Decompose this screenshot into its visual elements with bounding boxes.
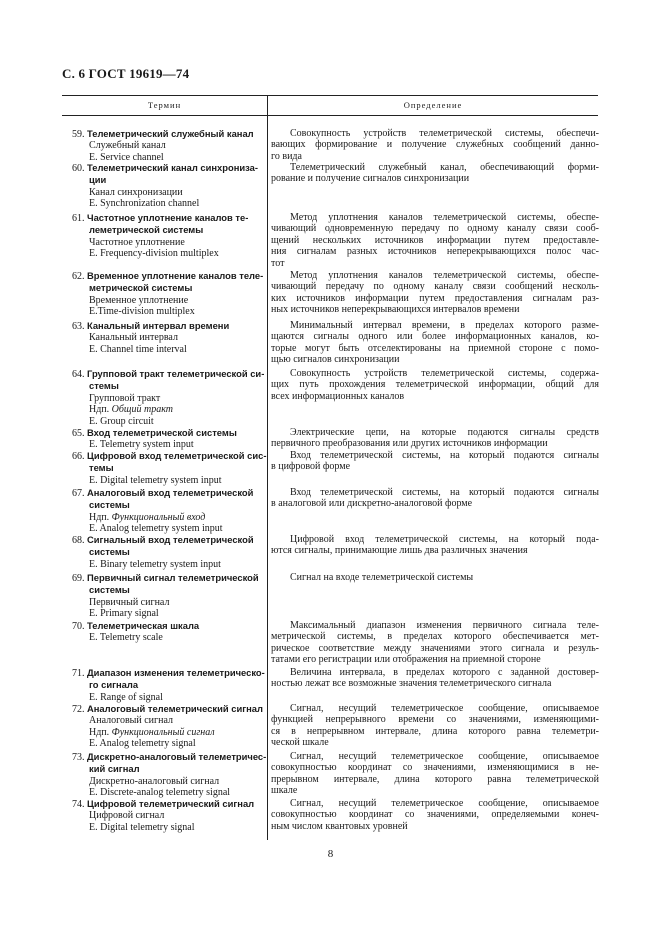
definition-text: Сигнал, несущий телеметрическое сообщение, описываемое функцией непрерывного времени со значениями, изменяющими- ся в непрерывном интервале, длина которого равна телеметри- ческой шкале bbox=[271, 703, 599, 749]
term-title: Групповой тракт телеметрической си- bbox=[87, 368, 265, 379]
definition-text: Электрические цепи, на которые подаются сигналы средств первичного преобразования или других источников информации bbox=[271, 427, 599, 450]
term-synonym: Цифровой сигнал bbox=[89, 810, 165, 822]
term-number: 61. bbox=[72, 213, 85, 224]
term-title: системы bbox=[89, 546, 130, 558]
term-title: Канальный интервал времени bbox=[87, 320, 230, 331]
definition-text: Метод уплотнения каналов телеметрической системы, обеспе- чивающий передачу по одному каналу связи сообщений несколь- ких источников информации путем предоставления сигналам раз- ных источников неперекрывающихся интервалов времени bbox=[271, 270, 599, 316]
term-entry bbox=[62, 427, 264, 451]
term-english: E. Digital telemetry signal bbox=[89, 821, 195, 833]
term-english: E. Analog telemetry signal bbox=[89, 738, 196, 750]
term-entry bbox=[62, 162, 264, 210]
term-synonym: Служебный канал bbox=[89, 140, 166, 152]
term-title: Диапазон изменения телеметрическо- bbox=[87, 667, 265, 678]
term-title: Частотное уплотнение каналов те- bbox=[87, 212, 249, 223]
term-deprecated: Ндп. Функциональный сигнал bbox=[89, 726, 215, 738]
term-entry bbox=[62, 667, 264, 703]
term-synonym: Групповой тракт bbox=[89, 392, 161, 404]
term-entry bbox=[62, 212, 264, 260]
term-english: E.Time-division multiplex bbox=[89, 306, 195, 318]
term-title: Телеметрическая шкала bbox=[87, 620, 200, 631]
term-title: ции bbox=[89, 174, 107, 186]
term-title: Цифровой телеметрический сигнал bbox=[87, 798, 255, 809]
term-synonym: Канал синхронизации bbox=[89, 186, 183, 198]
term-entry bbox=[62, 620, 264, 644]
column-divider bbox=[267, 95, 268, 840]
term-title: Дискретно-аналоговый телеметричес- bbox=[87, 751, 267, 762]
term-synonym: Первичный сигнал bbox=[89, 596, 170, 608]
term-title: темы bbox=[89, 462, 114, 474]
term-title: Аналоговый телеметрический сигнал bbox=[87, 703, 263, 714]
term-title: Аналоговый вход телеметрической bbox=[87, 487, 254, 498]
term-title: Вход телеметрической системы bbox=[87, 427, 237, 438]
term-entry bbox=[62, 534, 264, 570]
term-synonym: Канальный интервал bbox=[89, 332, 178, 344]
term-deprecated: Ндп. Функциональный вход bbox=[89, 511, 206, 523]
term-number: 74. bbox=[72, 799, 85, 810]
term-entry bbox=[62, 368, 264, 427]
term-number: 73. bbox=[72, 752, 85, 763]
term-number: 59. bbox=[72, 129, 85, 140]
definition-text: Вход телеметрической системы, на который подаются сигналы в аналоговой или дискретно-аналоговой форме bbox=[271, 487, 599, 510]
term-title: Первичный сигнал телеметрической bbox=[87, 572, 259, 583]
term-entry bbox=[62, 450, 267, 486]
definition-text: Совокупность устройств телеметрической системы, обеспечи- вающих формирование и получение служебных сообщений данно- го вида bbox=[271, 128, 599, 162]
term-english: E. Analog telemetry system input bbox=[89, 523, 223, 535]
term-english: E. Discrete-analog telemetry signal bbox=[89, 787, 231, 799]
term-entry bbox=[62, 320, 264, 355]
column-header-definition: Определение bbox=[403, 100, 463, 110]
term-title: Телеметрический служебный канал bbox=[87, 128, 254, 139]
definition-text: Цифровой вход телеметрической системы, на который пода- ются сигналы, принимающие лишь два различных значения bbox=[271, 534, 599, 557]
page-number: 8 bbox=[327, 848, 334, 860]
definition-text: Минимальный интервал времени, в пределах которого разме- щаются сигналы одного или более информационных каналов, ко- торые могут быть отселектированы на приемной стороне с помо- щью сигналов синхронизации bbox=[271, 320, 599, 366]
term-number: 60. bbox=[72, 163, 85, 174]
definition-text: Телеметрический служебный канал, обеспечивающий форми- рование и получение сигналов синхронизации bbox=[271, 162, 599, 185]
term-title: стемы bbox=[89, 380, 119, 392]
term-number: 69. bbox=[72, 573, 85, 584]
term-title: Сигнальный вход телеметрической bbox=[87, 534, 254, 545]
term-synonym: Дискретно-аналоговый сигнал bbox=[89, 775, 220, 787]
definition-text: Вход телеметрической системы, на который подаются сигналы в цифровой форме bbox=[271, 450, 599, 473]
term-english: E. Channel time interval bbox=[89, 343, 187, 355]
term-synonym: Аналоговый сигнал bbox=[89, 715, 173, 727]
term-english: E. Binary telemetry system input bbox=[89, 558, 221, 570]
term-title: Телеметрический канал синхрониза- bbox=[87, 162, 259, 173]
definition-text: Максимальный диапазон изменения первичного сигнала теле- метрической системы, в пределах которого обеспечивается мет- рическое соответствие между значениями этого сигнала и резуль- татами его регистрации или отображения на приемной стороне bbox=[271, 620, 599, 666]
definition-text: Совокупность устройств телеметрической системы, содержа- щих путь прохождения телеметрической информации, общий для всех информационных каналов bbox=[271, 368, 599, 402]
term-number: 70. bbox=[72, 621, 85, 632]
term-entry bbox=[62, 128, 264, 163]
definition-text: Сигнал, несущий телеметрическое сообщение, описываемое совокупностью координат со значениями, изменяющимися в не- прерывном интервале, длина которого равна телеметрической шкале bbox=[271, 751, 599, 797]
term-number: 72. bbox=[72, 704, 85, 715]
term-number: 67. bbox=[72, 488, 85, 499]
term-english: E. Primary signal bbox=[89, 608, 159, 620]
term-english: E. Service channel bbox=[89, 151, 164, 163]
term-title: кий сигнал bbox=[89, 763, 140, 775]
definition-text: Сигнал на входе телеметрической системы bbox=[290, 572, 474, 583]
term-title: го сигнала bbox=[89, 679, 139, 691]
term-english: E. Frequency-division multiplex bbox=[89, 248, 219, 260]
term-english: E. Telemetry scale bbox=[89, 632, 163, 644]
term-title: системы bbox=[89, 584, 130, 596]
term-entry bbox=[62, 487, 264, 535]
term-english: E. Digital telemetry system input bbox=[89, 474, 222, 486]
page-header: С. 6 ГОСТ 19619—74 bbox=[62, 66, 190, 81]
term-number: 66. bbox=[72, 451, 85, 462]
definition-text: Метод уплотнения каналов телеметрической системы, обеспе- чивающий одновременную передачу по одному каналу связи сооб- щений нескольких источников информации путем предоставле- ния сигналам разных источников неперекрывающихся полос час- тот bbox=[271, 212, 599, 269]
term-entry bbox=[62, 703, 264, 750]
term-title: Временное уплотнение каналов теле- bbox=[87, 270, 264, 281]
term-number: 62. bbox=[72, 271, 85, 282]
term-title: леметрической системы bbox=[89, 224, 204, 236]
column-header-term: Термин bbox=[147, 100, 182, 110]
term-number: 68. bbox=[72, 535, 85, 546]
term-entry bbox=[62, 798, 264, 833]
term-deprecated: Ндп. Общий тракт bbox=[89, 404, 173, 416]
term-title: системы bbox=[89, 499, 130, 511]
term-number: 71. bbox=[72, 668, 85, 679]
term-english: E. Range of signal bbox=[89, 691, 163, 703]
term-english: E. Telemetry system input bbox=[89, 439, 194, 451]
term-synonym: Временное уплотнение bbox=[89, 294, 189, 306]
term-english: E. Group circuit bbox=[89, 415, 154, 427]
term-english: E. Synchronization channel bbox=[89, 198, 200, 210]
table-top-rule bbox=[62, 95, 598, 96]
definition-text: Величина интервала, в пределах которого с заданной достовер- ностью лежат все возможные значения телеметрического сигнала bbox=[271, 667, 599, 690]
term-number: 64. bbox=[72, 369, 85, 380]
term-title: Цифровой вход телеметрической сис- bbox=[87, 450, 267, 461]
term-entry bbox=[62, 270, 264, 318]
term-synonym: Частотное уплотнение bbox=[89, 236, 185, 248]
table-header-rule bbox=[62, 115, 598, 116]
term-entry bbox=[62, 751, 267, 799]
definition-text: Сигнал, несущий телеметрическое сообщение, описываемое совокупностью координат со значениями, определяемыми конеч- ным числом квантовых уровней bbox=[271, 798, 599, 832]
term-number: 65. bbox=[72, 428, 85, 439]
term-title: метрической системы bbox=[89, 282, 193, 294]
term-entry bbox=[62, 572, 264, 620]
term-number: 63. bbox=[72, 321, 85, 332]
